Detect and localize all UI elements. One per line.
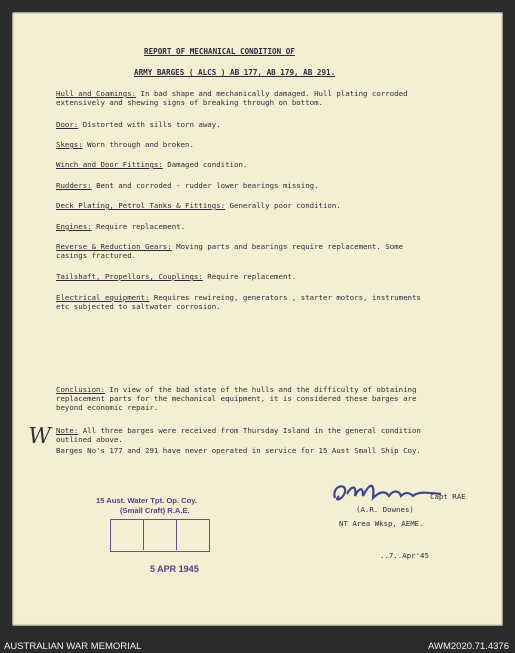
document-date: ..7..Apr'45 <box>380 551 429 560</box>
note-line-2: outlined above. <box>56 435 123 444</box>
hull-line-1: Hull and Coamings: In bad shape and mechanically damaged. Hull plating corroded <box>56 89 408 98</box>
stamp-grid <box>110 519 210 552</box>
footer-accession-number: AWM2020.71.4376 <box>428 641 509 652</box>
stamp-grid-divider <box>143 519 144 550</box>
skegs-line: Skegs: Worn through and broken. <box>56 140 194 149</box>
door-label: Door: <box>56 120 79 129</box>
footer-institution: AUSTRALIAN WAR MEMORIAL <box>4 641 142 652</box>
hull-line-2: extensively and shewing signs of breaking through on bottom. <box>56 98 323 107</box>
tailshaft-label: Tailshaft, Propellors, Couplings: <box>56 272 203 281</box>
rudders-label: Rudders: <box>56 181 92 190</box>
conclusion-line-3: beyond economic repair. <box>56 403 159 412</box>
door-line: Door: Distorted with sills torn away. <box>56 120 221 129</box>
note-line-1: Note: All three barges were received from Thursday Island in the general condition <box>56 426 421 435</box>
note-label: Note: <box>56 426 79 435</box>
winch-label: Winch and Door Fittings: <box>56 160 163 169</box>
rudders-line: Rudders: Bent and corroded - rudder lower bearings missing. <box>56 181 319 190</box>
stamp-date: 5 APR 1945 <box>150 564 199 574</box>
reverse-label: Reverse & Reduction Gears: <box>56 242 172 251</box>
signatory-name: (A.R. Downes) <box>356 505 414 514</box>
signatory-unit: NT Area Wksp, AEME. <box>339 519 424 528</box>
reverse-line-1: Reverse & Reduction Gears: Moving parts and bearings require replacement. Some <box>56 242 404 251</box>
report-title: REPORT OF MECHANICAL CONDITION OF <box>144 47 295 56</box>
signatory-rank: Capt RAE <box>430 492 466 501</box>
electrical-line-1: Electrical equipment: Requires rewireing, generators , starter motors, instruments <box>56 293 421 302</box>
reverse-line-2: casings fractured. <box>56 251 137 260</box>
unit-stamp-line-2: (Small Craft) R.A.E. <box>120 506 190 515</box>
handwritten-signature <box>329 478 444 508</box>
note-line-3: Barges No's 177 and 291 have never operated in service for 15 Aust Small Ship Coy. <box>56 446 421 455</box>
electrical-label: Electrical equipment: <box>56 293 150 302</box>
engines-label: Engines: <box>56 222 92 231</box>
winch-line: Winch and Door Fittings: Damaged condition. <box>56 160 248 169</box>
deck-label: Deck Plating, Petrol Tanks & Fittings: <box>56 201 226 210</box>
hull-label: Hull and Coamings: <box>56 89 137 98</box>
margin-handwritten-mark: W <box>25 424 53 449</box>
stamp-grid-divider <box>176 519 177 550</box>
report-subtitle: ARMY BARGES ( ALCS ) AB 177, AB 179, AB 291. <box>134 68 336 77</box>
electrical-line-2: etc subjected to saltwater corrosion. <box>56 302 221 311</box>
conclusion-label: Conclusion: <box>56 385 105 394</box>
unit-stamp-line-1: 15 Aust. Water Tpt. Op. Coy. <box>96 496 197 505</box>
tailshaft-line: Tailshaft, Propellors, Couplings: Require replacement. <box>56 272 297 281</box>
engines-line: Engines: Require replacement. <box>56 222 186 231</box>
deck-line: Deck Plating, Petrol Tanks & Fittings: Generally poor condition. <box>56 201 341 210</box>
conclusion-line-1: Conclusion: In view of the bad state of the hulls and the difficulty of obtaining <box>56 385 417 394</box>
conclusion-line-2: replacement parts for the mechanical equipment, it is considered these barges are <box>56 394 417 403</box>
skegs-label: Skegs: <box>56 140 83 149</box>
